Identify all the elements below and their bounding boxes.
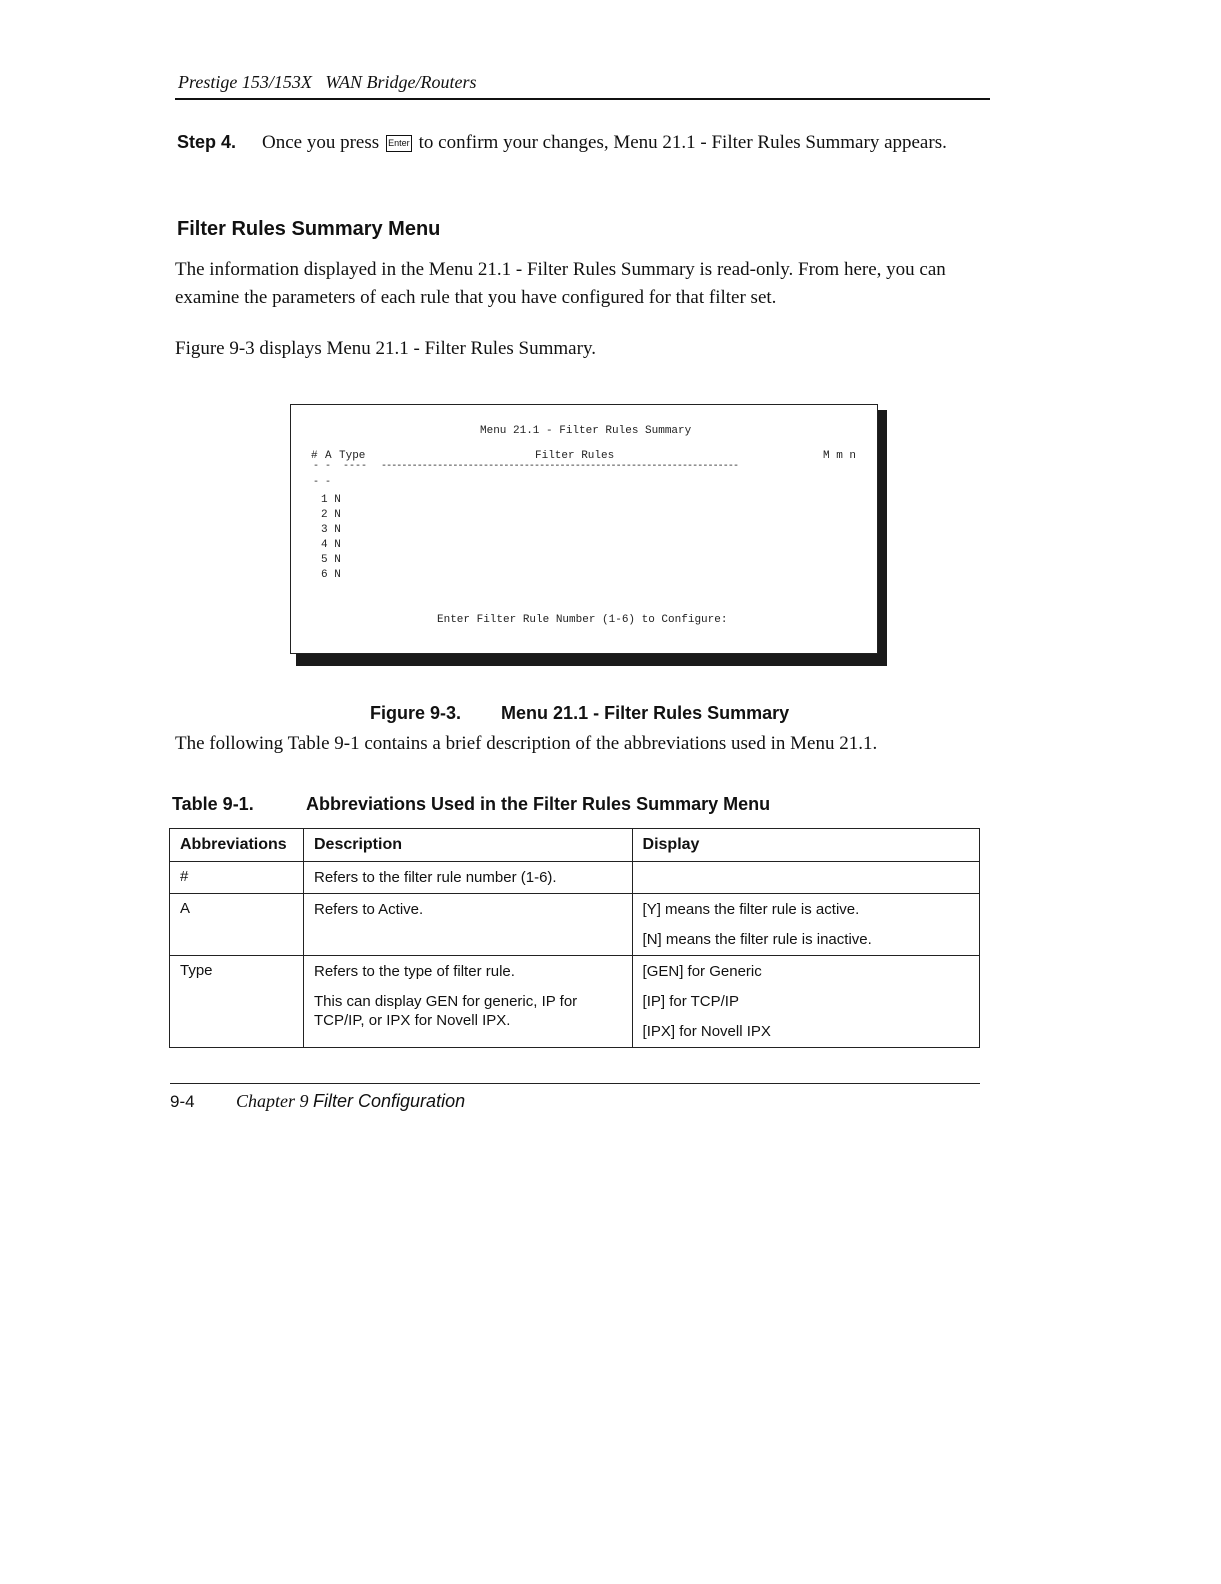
- display-cell: [632, 862, 979, 894]
- table-title: Abbreviations Used in the Filter Rules Summary Menu: [306, 794, 771, 814]
- display-cell: [632, 894, 979, 956]
- page-number: 9-4: [170, 1092, 195, 1111]
- display-line: [Y] means the filter rule is active.: [642, 901, 860, 918]
- description-line: Refers to the filter rule number (1-6).: [313, 869, 557, 886]
- terminal-col-type: Type: [339, 450, 366, 462]
- display-cell: [632, 956, 979, 1048]
- terminal-col-active: A: [325, 450, 332, 462]
- terminal-title: Menu 21.1 - Filter Rules Summary: [480, 425, 692, 437]
- description-cell: [303, 956, 632, 1048]
- header-description: Description: [303, 829, 632, 862]
- description-cell: [303, 894, 632, 956]
- step-label: Step 4.: [177, 132, 237, 152]
- description-line: Refers to Active.: [313, 901, 424, 918]
- section-heading: Filter Rules Summary Menu: [177, 218, 441, 240]
- display-line: [GEN] for Generic: [642, 963, 762, 980]
- figure-reference-paragraph: Figure 9-3 displays Menu 21.1 - Filter Rules Summary.: [175, 338, 596, 359]
- running-header: Prestige 153/153X WAN Bridge/Routers: [178, 72, 477, 92]
- abbr-cell: A: [170, 894, 304, 956]
- terminal-row: 2 N: [321, 509, 341, 521]
- intro-paragraph: The information displayed in the Menu 21.1 - Filter Rules Summary is read-only. From here, you can examine the parameters of each rule that you have configured for that filter set.: [175, 259, 946, 308]
- footer-chapter-word: Chapter 9: [236, 1091, 309, 1111]
- footer-chapter-title: Filter Configuration: [313, 1091, 466, 1111]
- header-divider: [175, 98, 990, 100]
- footer-chapter: [236, 1091, 465, 1112]
- table-header-row: [170, 829, 980, 862]
- abbr-cell: #: [170, 862, 304, 894]
- display-line: [IPX] for Novell IPX: [642, 1023, 771, 1040]
- table-row: [170, 956, 980, 1048]
- figure-caption: [360, 682, 789, 724]
- header-abbreviations: Abbreviations: [170, 829, 304, 862]
- table-row: [170, 862, 980, 894]
- description-line: This can display GEN for generic, IP for TCP/IP, or IPX for Novell IPX.: [313, 993, 578, 1029]
- abbreviations-table: [169, 828, 980, 1048]
- figure-title: Menu 21.1 - Filter Rules Summary: [501, 703, 790, 723]
- display-line: [N] means the filter rule is inactive.: [642, 931, 872, 948]
- terminal-screen: [290, 404, 878, 654]
- step-text-after: to confirm your changes, Menu 21.1 - Filter Rules Summary appears.: [418, 132, 947, 153]
- display-line: [IP] for TCP/IP: [642, 993, 739, 1010]
- terminal-row: 1 N: [321, 494, 341, 506]
- terminal-dash-short: - - ----: [313, 461, 368, 472]
- step-text: [262, 129, 962, 156]
- step-text-before: Once you press: [262, 132, 380, 153]
- terminal-col-num: #: [311, 450, 318, 462]
- table-reference-paragraph: The following Table 9-1 contains a brief description of the abbreviations used in Menu 21.1.: [175, 733, 878, 754]
- terminal-row: 3 N: [321, 524, 341, 536]
- table-number: Table 9-1.: [172, 794, 254, 814]
- terminal-shadow-right: [878, 410, 887, 666]
- terminal-dash-long: ----------------------------------------------------------------------: [381, 461, 739, 472]
- figure-number: Figure 9-3.: [370, 703, 462, 723]
- terminal-row: 5 N: [321, 554, 341, 566]
- terminal-shadow-bottom: [296, 654, 887, 666]
- terminal-col-mmn: M m n: [823, 450, 857, 462]
- header-display: Display: [632, 829, 979, 862]
- table-row: [170, 894, 980, 956]
- terminal-col-filter-rules: Filter Rules: [535, 450, 615, 462]
- description-line: Refers to the type of filter rule.: [313, 963, 515, 980]
- footer-divider: [170, 1083, 980, 1084]
- terminal-prompt: Enter Filter Rule Number (1-6) to Configure:: [437, 614, 728, 626]
- terminal-row: 4 N: [321, 539, 341, 551]
- enter-key-icon: Enter: [386, 135, 412, 152]
- terminal-dash-second: - -: [313, 477, 332, 488]
- description-cell: [303, 862, 632, 894]
- abbr-cell: Type: [170, 956, 304, 1048]
- terminal-row: 6 N: [321, 569, 341, 581]
